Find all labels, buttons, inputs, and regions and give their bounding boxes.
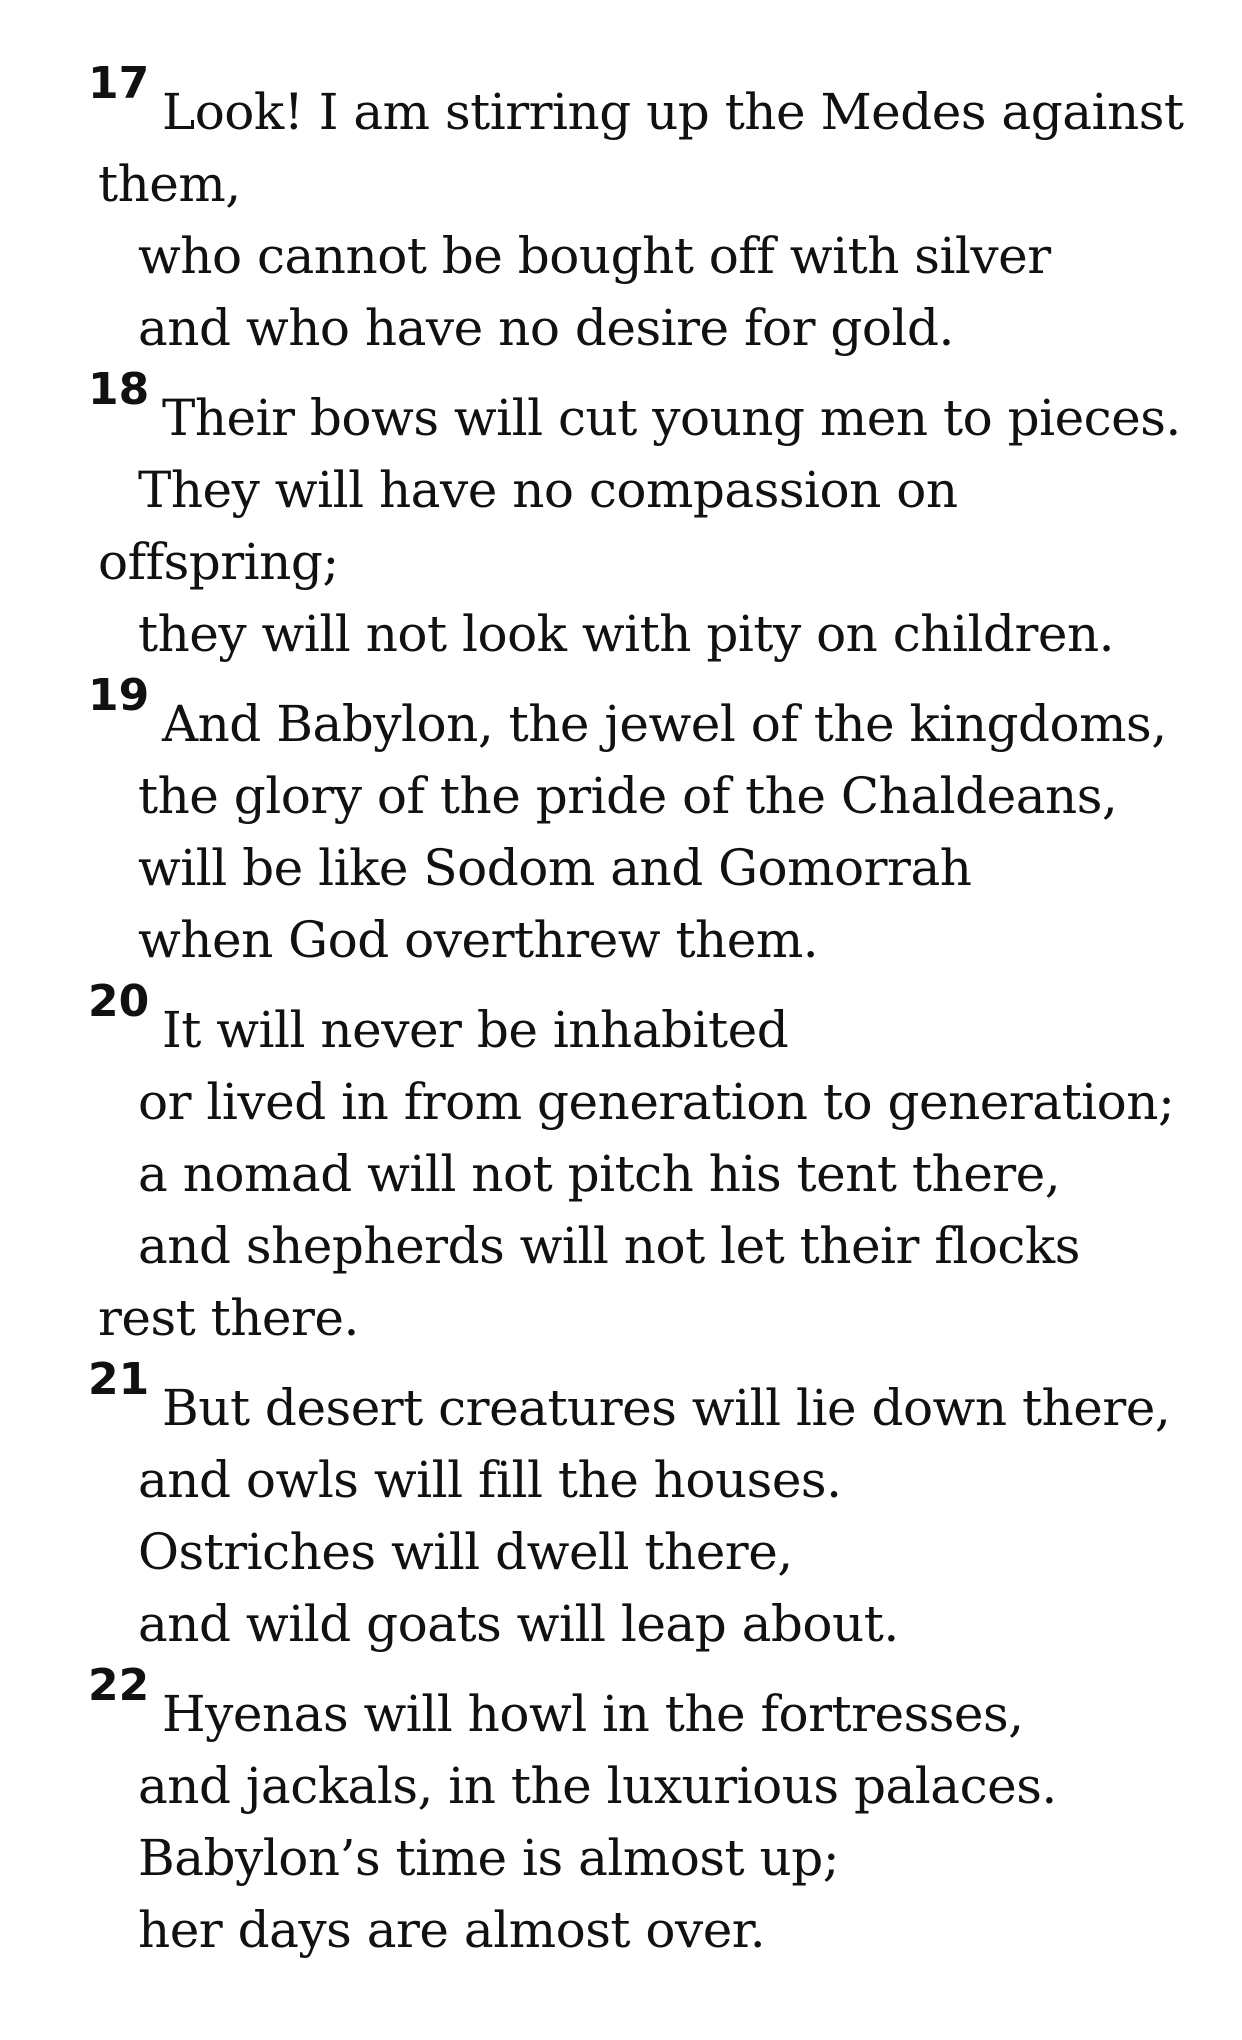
verse-line: Ostriches will dwell there,	[138, 1523, 793, 1581]
verse-line: They will have no compassion on	[138, 461, 958, 519]
verse-line: But desert creatures will lie down there,	[162, 1379, 1171, 1437]
verse-line: Look! I am stirring up the Medes against	[162, 83, 1184, 141]
verse-number: 19	[88, 670, 150, 721]
verse-line: Hyenas will howl in the fortresses,	[162, 1685, 1024, 1743]
verse-line: and who have no desire for gold.	[138, 299, 954, 357]
verse-number: 21	[88, 1354, 150, 1405]
verse-line: the glory of the pride of the Chaldeans,	[138, 767, 1118, 825]
verse-line: who cannot be bought off with silver	[138, 227, 1051, 285]
verse-line: rest there.	[98, 1289, 359, 1347]
verse-line: when God overthrew them.	[138, 911, 819, 969]
verse-line: Their bows will cut young men to pieces.	[162, 389, 1181, 447]
verse-line: a nomad will not pitch his tent there,	[138, 1145, 1061, 1203]
verse-line: or lived in from generation to generation;	[138, 1073, 1175, 1131]
verse-line: and wild goats will leap about.	[138, 1595, 899, 1653]
verse-line: and jackals, in the luxurious palaces.	[138, 1757, 1057, 1815]
verse-line: Babylon’s time is almost up;	[138, 1829, 840, 1887]
verse-number: 17	[88, 58, 150, 109]
verse-line: will be like Sodom and Gomorrah	[138, 839, 972, 897]
verse-line: And Babylon, the jewel of the kingdoms,	[162, 695, 1167, 753]
verse-line: them,	[98, 155, 241, 213]
verse-line: It will never be inhabited	[162, 1001, 789, 1059]
verse-number: 18	[88, 364, 150, 415]
verse-number: 20	[88, 976, 150, 1027]
verse-line: and owls will fill the houses.	[138, 1451, 842, 1509]
verse-number: 22	[88, 1660, 150, 1711]
verse-line: and shepherds will not let their flocks	[138, 1217, 1080, 1275]
verse-line: they will not look with pity on children.	[138, 605, 1115, 663]
verse-line: her days are almost over.	[138, 1901, 766, 1959]
verse-line: offspring;	[98, 533, 339, 591]
